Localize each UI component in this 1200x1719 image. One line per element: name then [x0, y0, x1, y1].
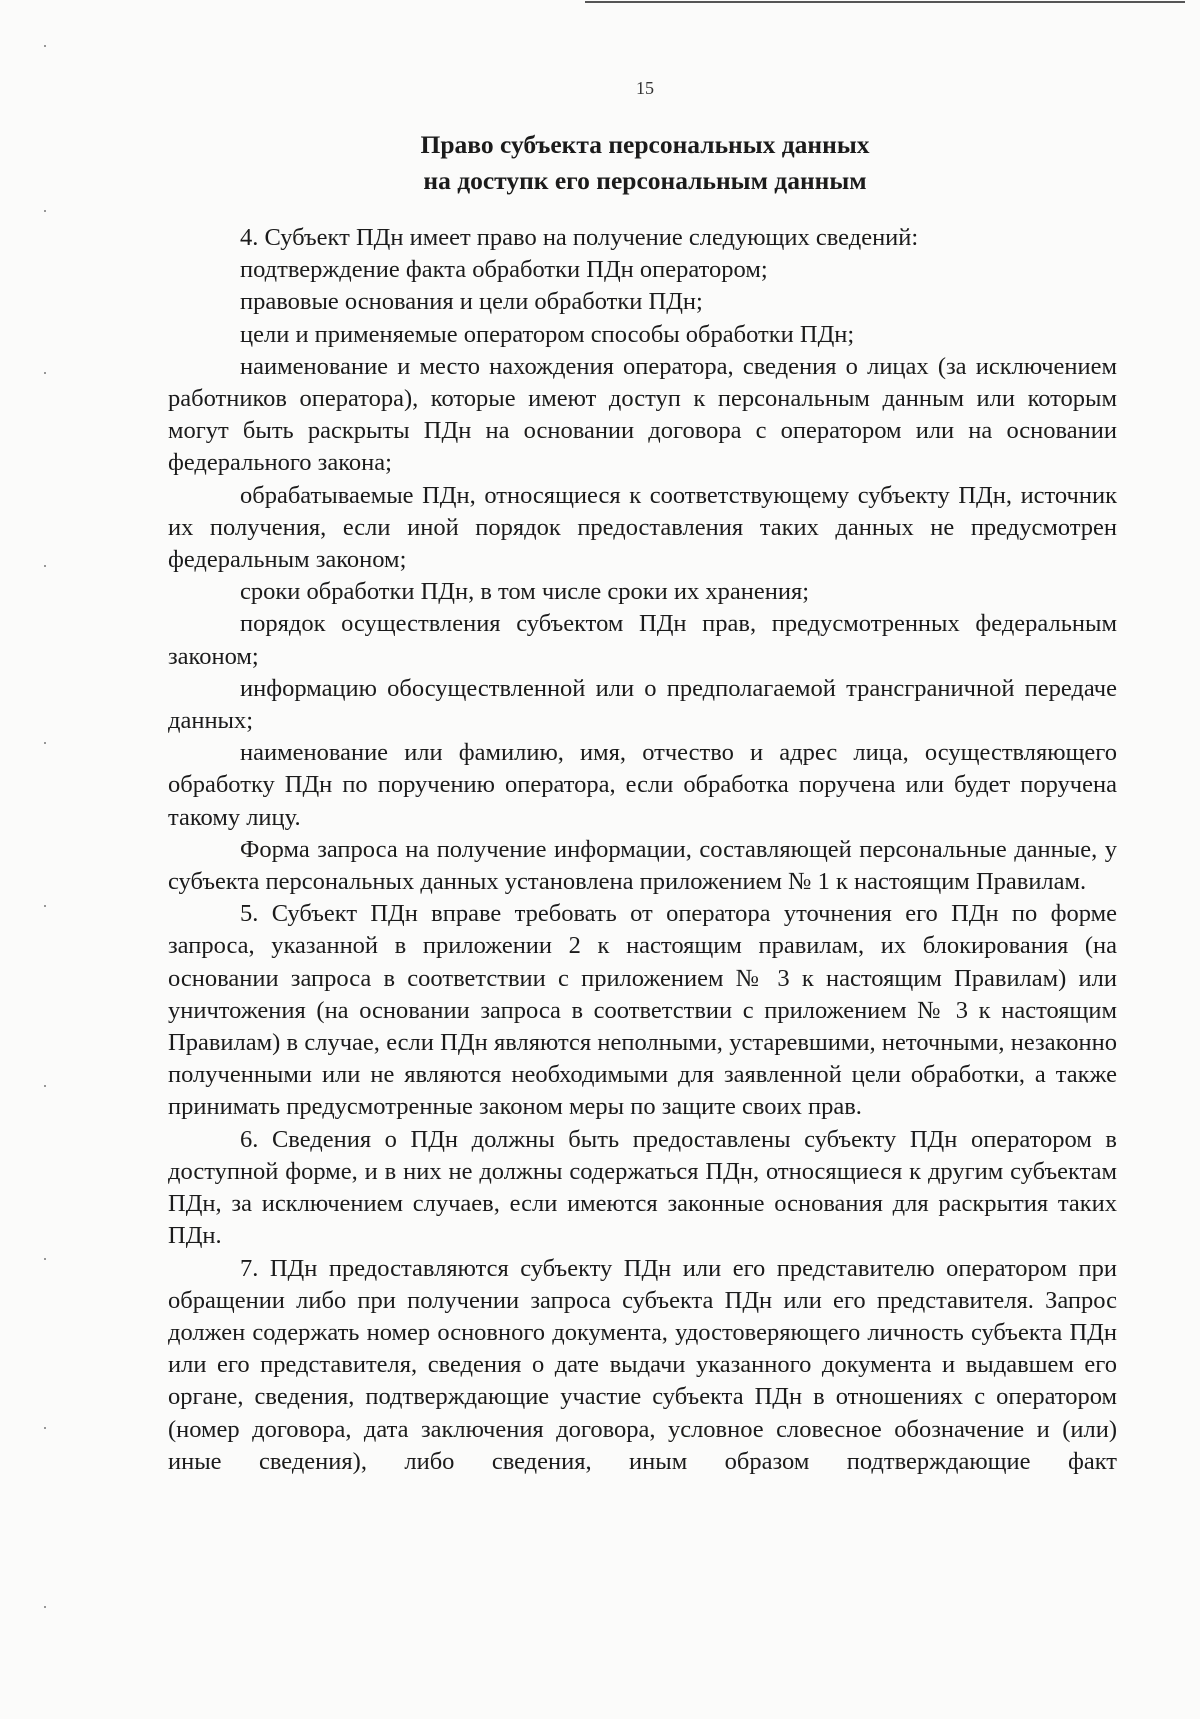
paragraph: 7. ПДн предоставляются субъекту ПДн или его представителю оператором при обращении либо при получении запроса субъекта ПДн или его представителя. Запрос должен содержать номер основного документа, удостоверяющего личность субъекта ПДн или его представителя, сведения о дате выдачи указанного документа и выдавшем его органе, сведения, подтверждающие участие субъекта ПДн в отношениях с оператором (номер договора, дата заключения договора, условное словесное обозначение и (или) иные сведения), либо сведения, иным образом подтверждающие факт	[168, 1254, 1117, 1475]
paragraph: 5. Субъект ПДн вправе требовать от оператора уточнения его ПДн по форме запроса, указанной в приложении 2 к настоящим правилам, их блокирования (на основании запроса в соответствии с приложением № 3 к настоящим Правилам) или уничтожения (на основании запроса в соответствии с приложением № 3 к настоящим Правилам) в случае, если ПДн являются неполными, устаревшими, неточными, незаконно полученными или не являются необходимыми для заявленной цели обработки, а также принимать предусмотренные законом меры по защите своих прав.	[168, 900, 1117, 1121]
paragraph: информацию обосуществленной или о предполагаемой трансграничной передаче данных;	[168, 674, 1117, 735]
margin-mark	[44, 210, 46, 212]
margin-mark	[44, 372, 46, 374]
paragraph: наименование и место нахождения оператора, сведения о лицах (за исключением работников оператора), которые имеют доступ к персональным данным или которым могут быть раскрыты ПДн на основании договора с оператором или на основании федерального закона;	[168, 352, 1117, 477]
margin-mark	[44, 742, 46, 744]
paragraph: обрабатываемые ПДн, относящиеся к соответствующему субъекту ПДн, источник их получения, если иной порядок предоставления таких данных не предусмотрен федеральным законом;	[168, 481, 1117, 574]
paragraph: сроки обработки ПДн, в том числе сроки их хранения;	[240, 578, 810, 606]
paragraph: наименование или фамилию, имя, отчество и адрес лица, осуществляющего обработку ПДн по поручению оператора, если обработка поручена или будет поручена такому лицу.	[168, 739, 1117, 831]
paragraph: 4. Субъект ПДн имеет право на получение следующих сведений:	[240, 224, 919, 251]
document-body	[168, 222, 1117, 1478]
margin-mark	[44, 905, 46, 907]
section-title-line-2: на доступк его персональным данным	[423, 166, 867, 195]
paragraph: цели и применяемые оператором способы обработки ПДн;	[240, 320, 855, 348]
margin-mark	[44, 45, 46, 47]
margin-mark	[44, 1258, 46, 1260]
section-title	[0, 127, 1200, 199]
paragraph: Форма запроса на получение информации, составляющей персональные данные, у субъекта персональных данных установлена приложением № 1 к настоящим Правилам.	[168, 835, 1117, 896]
paragraph: правовые основания и цели обработки ПДн;	[240, 288, 703, 316]
top-border-line	[585, 1, 1185, 3]
margin-mark	[44, 1427, 46, 1429]
section-title-line-1: Право субъекта персональных данных	[420, 130, 870, 159]
paragraph: порядок осуществления субъектом ПДн прав, предусмотренных федеральным законом;	[168, 610, 1117, 670]
margin-mark	[44, 1606, 46, 1608]
paragraph: подтверждение факта обработки ПДн оператором;	[240, 256, 768, 284]
page-number: 15	[636, 78, 654, 98]
paragraph: 6. Сведения о ПДн должны быть предоставлены субъекту ПДн оператором в доступной форме, и в них не должны содержаться ПДн, относящиеся к другим субъектам ПДн, за исключением случаев, если имеются законные основания для раскрытия таких ПДн.	[168, 1125, 1117, 1250]
margin-mark	[44, 1085, 46, 1087]
margin-mark	[44, 565, 46, 567]
